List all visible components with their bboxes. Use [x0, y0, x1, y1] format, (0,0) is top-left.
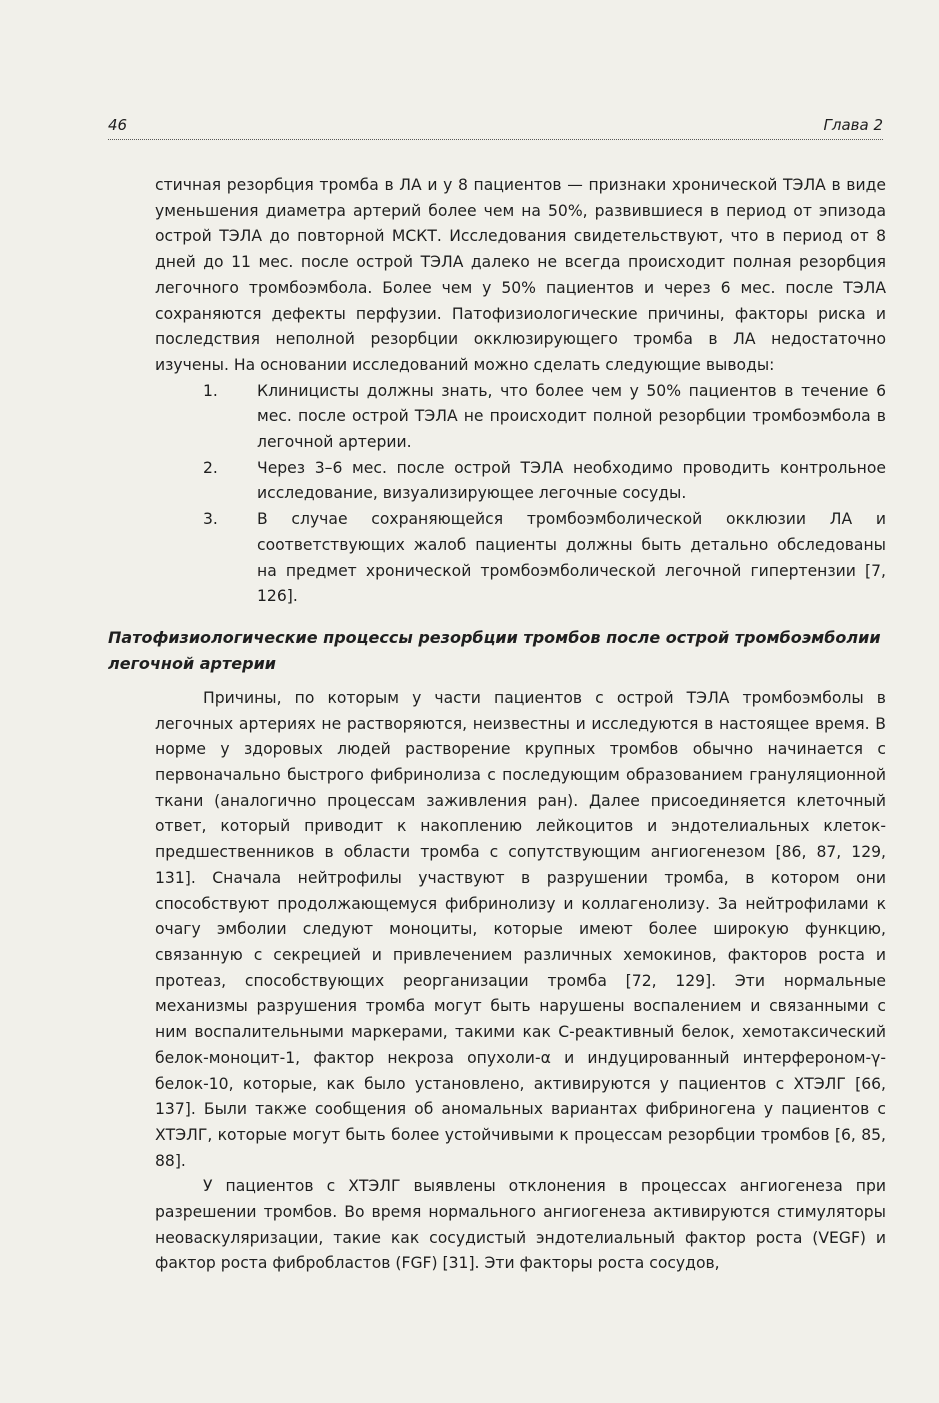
- running-header: [108, 115, 883, 140]
- conclusions-list: [155, 379, 886, 610]
- list-item: [155, 507, 886, 610]
- list-text: Через 3–6 мес. после острой ТЭЛА необходимо проводить контрольное исследование, визуализирующее легочные сосуды.: [257, 458, 886, 503]
- list-number: 1.: [203, 381, 218, 400]
- list-number: 3.: [203, 510, 218, 529]
- intro-paragraph: стичная резорбция тромба в ЛА и у 8 пациентов — признаки хронической ТЭЛА в виде уменьшения диаметра артерий более чем на 50%, развившиеся в период от эпизода острой ТЭЛА до повторной МСКТ. Исследования свидетельствуют, что в период от 8 дней до 11 мес. после острой ТЭЛА далеко не всегда происходит полная резорбция легочного тромбоэмбола. Более чем у 50% пациентов и через 6 мес. после ТЭЛА сохраняются дефекты перфузии. Патофизиологические причины, факторы риска и последствия неполной резорбции окклюзирующего тромба в ЛА недостаточно изучены. На основании исследований можно сделать следующие выводы:: [155, 176, 886, 374]
- body-text: [108, 173, 886, 1277]
- section-heading: Патофизиологические процессы резорбции тромбов после острой тромбоэмболии легочной артерии: [108, 627, 881, 673]
- paragraph-angiogenesis: У пациентов с ХТЭЛГ выявлены отклонения в процессах ангиогенеза при разрешении тромбов. Во время нормального ангиогенеза активируются стимуляторы неоваскуляризации, такие как сосудистый эндотелиальный фактор роста (VEGF) и фактор роста фибробластов (FGF) [31]. Эти факторы роста сосудов,: [155, 1177, 886, 1273]
- chapter-title: Глава 2: [823, 116, 883, 134]
- list-item: [155, 379, 886, 456]
- list-number: 2.: [203, 458, 218, 477]
- list-text: В случае сохраняющейся тромбоэмболической окклюзии ЛА и соответствующих жалоб пациенты должны быть детально обследованы на предмет хронической тромбоэмболической легочной гипертензии [7, 126].: [257, 510, 886, 606]
- page-number: 46: [108, 116, 128, 134]
- paragraph-resorption: Причины, по которым у части пациентов с острой ТЭЛА тромбоэмболы в легочных артериях не растворяются, неизвестны и исследуются в настоящее время. В норме у здоровых людей растворение крупных тромбов обычно начинается с первоначально быстрого фибринолиза с последующим образованием грануляционной ткани (аналогично процессам заживления ран). Далее присоединяется клеточный ответ, который приводит к накоплению лейкоцитов и эндотелиальных клеток-предшественников в области тромба с сопутствующим ангиогенезом [86, 87, 129, 131]. Сначала нейтрофилы участвуют в разрушении тромба, в котором они способствуют продолжающемуся фибринолизу и коллагенолизу. За нейтрофилами к очагу эмболии следуют моноциты, которые имеют более широкую функцию, связанную с секрецией и привлечением различных хемокинов, факторов роста и протеаз, способствующих реорганизации тромба [72, 129]. Эти нормальные механизмы разрушения тромба могут быть нарушены воспалением и связанными с ним воспалительными маркерами, такими как C-реактивный белок, хемотаксический белок-моноцит-1, фактор некроза опухоли-α и индуцированный интерфероном-γ-белок-10, которые, как было установлено, активируются у пациентов с ХТЭЛГ [66, 137]. Были также сообщения об аномальных вариантах фибриногена у пациентов с ХТЭЛГ, которые могут быть более устойчивыми к процессам резорбции тромбов [6, 85, 88].: [155, 688, 886, 1170]
- list-text: Клиницисты должны знать, что более чем у 50% пациентов в течение 6 мес. после острой ТЭЛА не происходит полной резорбции тромбоэмбола в легочной артерии.: [257, 381, 886, 452]
- list-item: [155, 456, 886, 507]
